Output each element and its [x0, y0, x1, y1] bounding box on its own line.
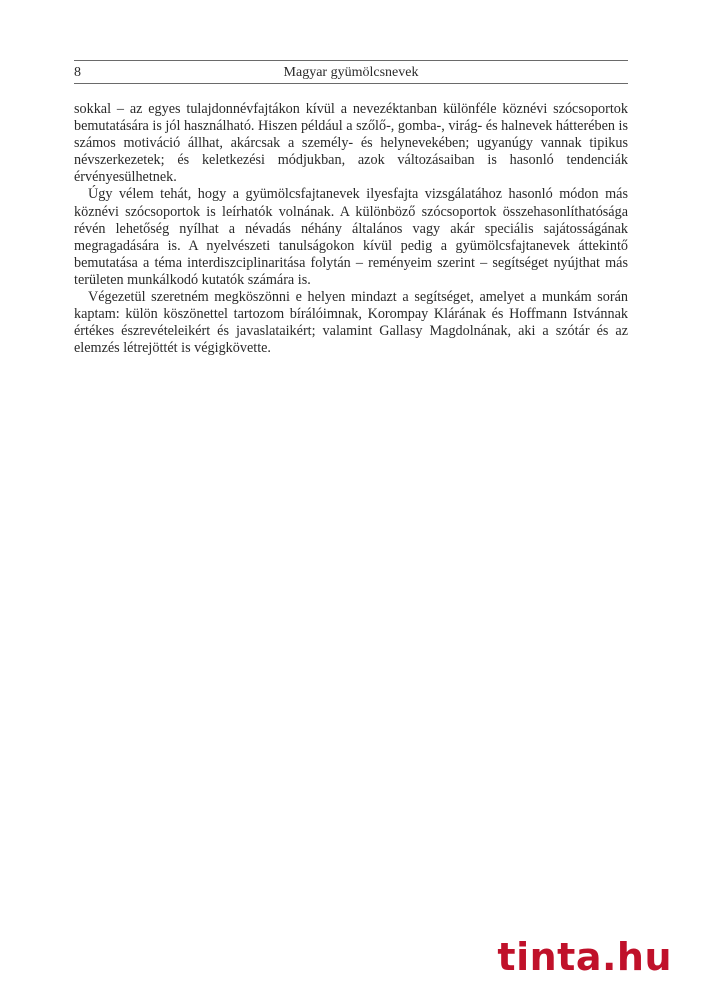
- body-text: [74, 101, 628, 357]
- publisher-watermark: tinta.hu: [497, 935, 672, 979]
- paragraph-2: Úgy vélem tehát, hogy a gyümölcsfajtanevek ilyesfajta vizsgálatához hasonló módon más köznévi szócsoportok is leírhatók volnának. A különböző szócsoportok összehasonlíthatósága révén lehetőség nyílhat a névadás néhány általános vagy akár speciális sajátosságának megragadására is. A nyelvészeti tanulságokon kívül pedig a gyümölcsfajtanevek áttekintő bemutatása a téma interdiszciplinaritása folytán – reményeim szerint – segítséget nyújthat más területen munkálkodó kutatók számára is.: [74, 186, 628, 288]
- page-number: 8: [74, 65, 81, 80]
- paragraph-1: sokkal – az egyes tulajdonnévfajtákon kívül a nevezéktanban különféle köznévi szócsoportok bemutatására is jól használható. Hiszen például a szőlő-, gomba-, virág- és halnevek hátterében is számos motiváció állhat, akárcsak a személy- és helynevekében; ugyanúgy vannak tipikus névszerkezetek; és keletkezési módjukban, azok változásaiban is hasonló tendenciák érvényesülhetnek.: [74, 101, 628, 186]
- running-header: [74, 60, 628, 84]
- running-header-title: Magyar gyümölcsnevek: [283, 65, 419, 80]
- paragraph-3: Végezetül szeretném megköszönni e helyen mindazt a segítséget, amelyet a munkám során kaptam: külön köszönettel tartozom bírálóimnak, Korompay Klárának és Hoffmann Istvánnak értékes észrevételeikért és javaslataikért; valamint Gallasy Magdolnának, aki a szótár és az elemzés létrejöttét is végigkövette.: [74, 289, 628, 357]
